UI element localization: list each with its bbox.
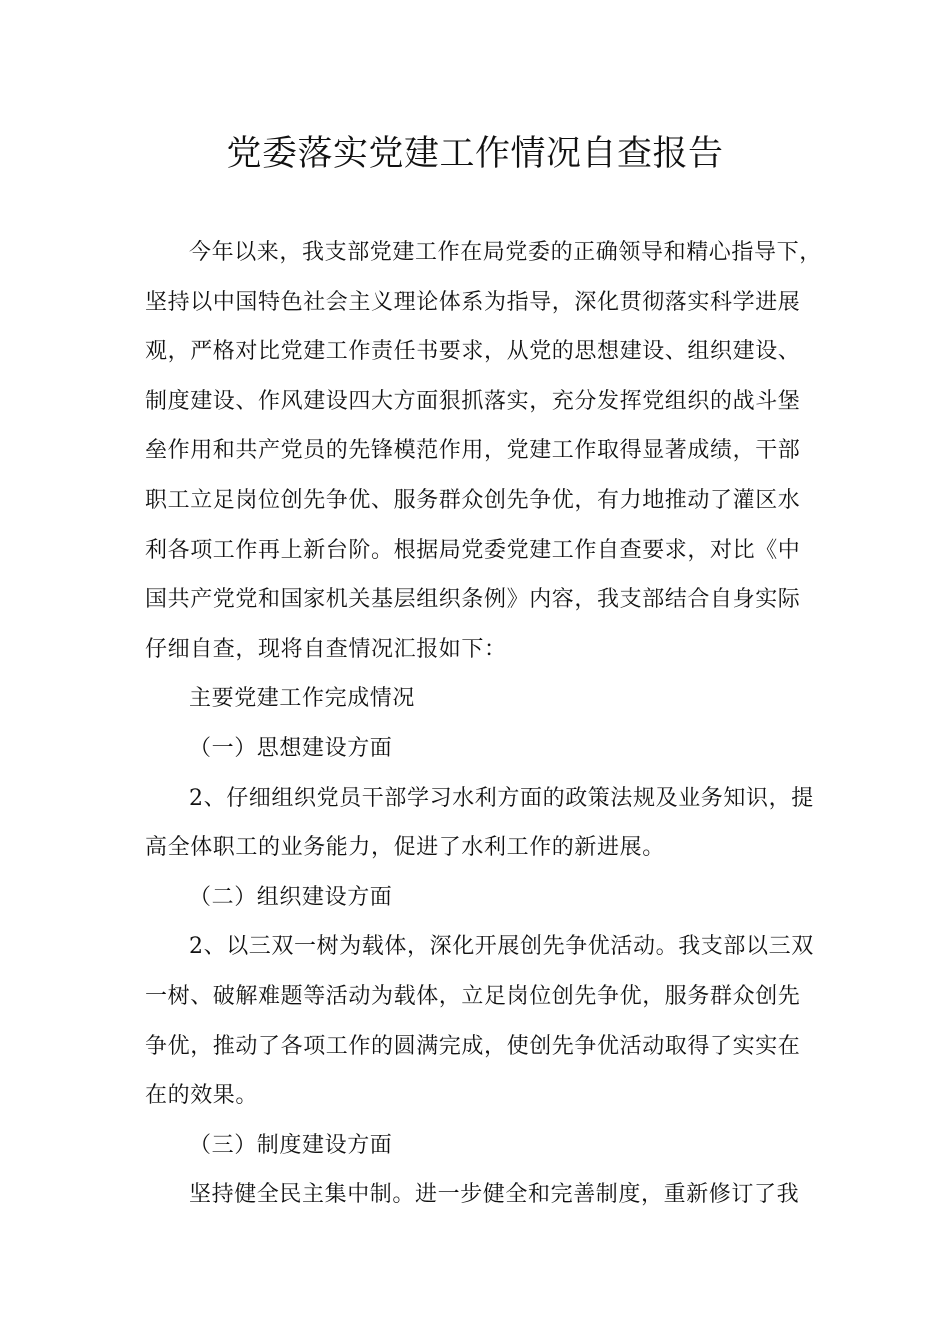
subsection-heading: （三）制度建设方面 xyxy=(189,1132,393,1158)
paragraph-line: 2、以三双一树为载体，深化开展创先争优活动。我支部以三双 xyxy=(189,934,814,960)
subsection-heading: （二）组织建设方面 xyxy=(189,884,393,910)
section-heading: 主要党建工作完成情况 xyxy=(189,686,416,712)
document-body xyxy=(145,228,822,1220)
paragraph-line: 制度建设、作风建设四大方面狠抓落实，充分发挥党组织的战斗堡 xyxy=(145,388,801,414)
paragraph-line: 2、仔细组织党员干部学习水利方面的政策法规及业务知识，提 xyxy=(189,785,814,811)
paragraph-line: 高全体职工的业务能力，促进了水利工作的新进展。 xyxy=(145,835,665,861)
document-title: 党委落实党建工作情况自查报告 xyxy=(226,134,724,174)
subsection-heading: （一）思想建设方面 xyxy=(189,735,393,761)
paragraph-line: 利各项工作再上新台阶。根据局党委党建工作自查要求，对比《中 xyxy=(145,537,801,563)
paragraph-line: 坚持以中国特色社会主义理论体系为指导，深化贯彻落实科学进展 xyxy=(145,289,801,315)
paragraph-line: 国共产党党和国家机关基层组织条例》内容，我支部结合自身实际 xyxy=(145,587,801,613)
paragraph-line: 仔细自查，现将自查情况汇报如下： xyxy=(145,636,507,662)
paragraph-line: 争优，推动了各项工作的圆满完成，使创先争优活动取得了实实在 xyxy=(145,1033,801,1059)
paragraph-line: 职工立足岗位创先争优、服务群众创先争优，有力地推动了灌区水 xyxy=(145,487,801,513)
paragraph-line: 今年以来，我支部党建工作在局党委的正确领导和精心指导下， xyxy=(189,240,822,265)
paragraph-line: 观，严格对比党建工作责任书要求，从党的思想建设、组织建设、 xyxy=(145,339,801,365)
paragraph-line: 垒作用和共产党员的先锋模范作用，党建工作取得显著成绩，干部 xyxy=(145,438,801,464)
paragraph-line: 在的效果。 xyxy=(145,1083,259,1109)
paragraph-line: 坚持健全民主集中制。进一步健全和完善制度，重新修订了我 xyxy=(189,1182,800,1208)
paragraph-line: 一树、破解难题等活动为载体，立足岗位创先争优，服务群众创先 xyxy=(145,983,801,1009)
